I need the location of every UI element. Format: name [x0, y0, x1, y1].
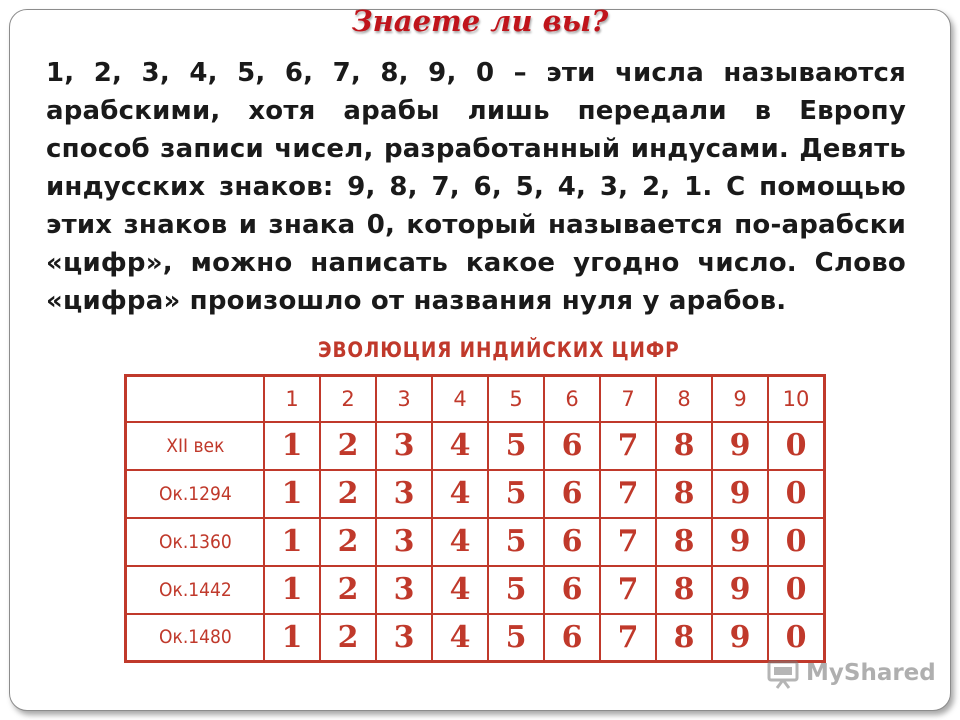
glyph-cell: 2 — [320, 614, 376, 662]
glyph-cell: 5 — [488, 614, 544, 662]
glyph-cell: 8 — [656, 566, 712, 614]
glyph-cell: 6 — [544, 518, 600, 566]
glyph-cell: 8 — [656, 470, 712, 518]
glyph-cell: 5 — [488, 422, 544, 470]
glyph-cell: 6 — [544, 566, 600, 614]
glyph-cell: 3 — [376, 470, 432, 518]
glyph-cell: 3 — [376, 518, 432, 566]
glyph-cell: 2 — [320, 566, 376, 614]
table-row — [126, 518, 825, 566]
watermark — [766, 656, 936, 690]
row-label: Ок.1360 — [158, 530, 232, 553]
slide-title: Знаете ли вы? — [351, 4, 609, 38]
header-cell: 1 — [264, 376, 320, 422]
glyph-cell: 9 — [712, 518, 768, 566]
glyph-cell: 2 — [320, 422, 376, 470]
glyph-cell: 7 — [600, 470, 656, 518]
header-cell: 5 — [488, 376, 544, 422]
table-row — [126, 470, 825, 518]
glyph-cell: 1 — [264, 614, 320, 662]
glyph-cell: 7 — [600, 566, 656, 614]
table-corner-cell — [126, 376, 265, 422]
glyph-cell: 3 — [376, 614, 432, 662]
row-label-cell — [126, 566, 265, 614]
glyph-cell: 7 — [600, 518, 656, 566]
header-cell: 2 — [320, 376, 376, 422]
table-row — [126, 614, 825, 662]
glyph-cell: 7 — [600, 614, 656, 662]
glyph-cell: 3 — [376, 566, 432, 614]
glyph-cell: 9 — [712, 566, 768, 614]
table-row — [126, 422, 825, 470]
glyph-cell: 0 — [768, 614, 825, 662]
glyph-cell: 9 — [712, 422, 768, 470]
glyph-cell: 1 — [264, 422, 320, 470]
row-label-cell — [126, 470, 265, 518]
header-cell: 4 — [432, 376, 488, 422]
projector-screen-icon — [766, 656, 800, 690]
glyph-cell: 4 — [432, 470, 488, 518]
row-label: Ок.1442 — [158, 578, 232, 601]
glyph-cell: 8 — [656, 518, 712, 566]
glyph-cell: 5 — [488, 518, 544, 566]
digit-evolution-table — [124, 374, 826, 663]
glyph-cell: 0 — [768, 518, 825, 566]
glyph-cell: 2 — [320, 518, 376, 566]
glyph-cell: 6 — [544, 614, 600, 662]
glyph-cell: 1 — [264, 518, 320, 566]
glyph-cell: 1 — [264, 566, 320, 614]
glyph-cell: 9 — [712, 470, 768, 518]
header-cell: 3 — [376, 376, 432, 422]
row-label: Ок.1294 — [158, 482, 232, 505]
glyph-cell: 9 — [712, 614, 768, 662]
header-cell: 7 — [600, 376, 656, 422]
glyph-cell: 6 — [544, 422, 600, 470]
glyph-cell: 8 — [656, 614, 712, 662]
glyph-cell: 2 — [320, 470, 376, 518]
glyph-cell: 6 — [544, 470, 600, 518]
header-cell: 9 — [712, 376, 768, 422]
glyph-cell: 5 — [488, 470, 544, 518]
body-text: 1, 2, 3, 4, 5, 6, 7, 8, 9, 0 – эти числа называются арабскими, хотя арабы лишь передали в Европу способ записи чисел, разработанный индусами. Девять индусских знаков: 9, 8, 7, 6, 5, 4, 3, 2, 1. С помощью этих знаков и знака 0, который называется по-арабски «цифр», можно написать какое угодно число. Слово «цифра» произошло от названия нуля у арабов. — [46, 58, 906, 316]
glyph-cell: 5 — [488, 566, 544, 614]
glyph-cell: 0 — [768, 566, 825, 614]
row-label-cell — [126, 422, 265, 470]
header-cell: 6 — [544, 376, 600, 422]
row-label-cell — [126, 614, 265, 662]
row-label: XII век — [165, 434, 225, 457]
watermark-text: MyShared — [806, 660, 936, 686]
table-header-row — [126, 376, 825, 422]
glyph-cell: 0 — [768, 422, 825, 470]
glyph-cell: 4 — [432, 422, 488, 470]
glyph-cell: 0 — [768, 470, 825, 518]
glyph-cell: 8 — [656, 422, 712, 470]
glyph-cell: 4 — [432, 518, 488, 566]
table-row — [126, 566, 825, 614]
glyph-cell: 1 — [264, 470, 320, 518]
glyph-cell: 4 — [432, 566, 488, 614]
row-label: Ок.1480 — [158, 626, 232, 649]
glyph-cell: 3 — [376, 422, 432, 470]
header-cell: 10 — [768, 376, 825, 422]
glyph-cell: 4 — [432, 614, 488, 662]
row-label-cell — [126, 518, 265, 566]
header-cell: 8 — [656, 376, 712, 422]
table-caption: ЭВОЛЮЦИЯ ИНДИЙСКИХ ЦИФР — [318, 338, 680, 362]
glyph-cell: 7 — [600, 422, 656, 470]
